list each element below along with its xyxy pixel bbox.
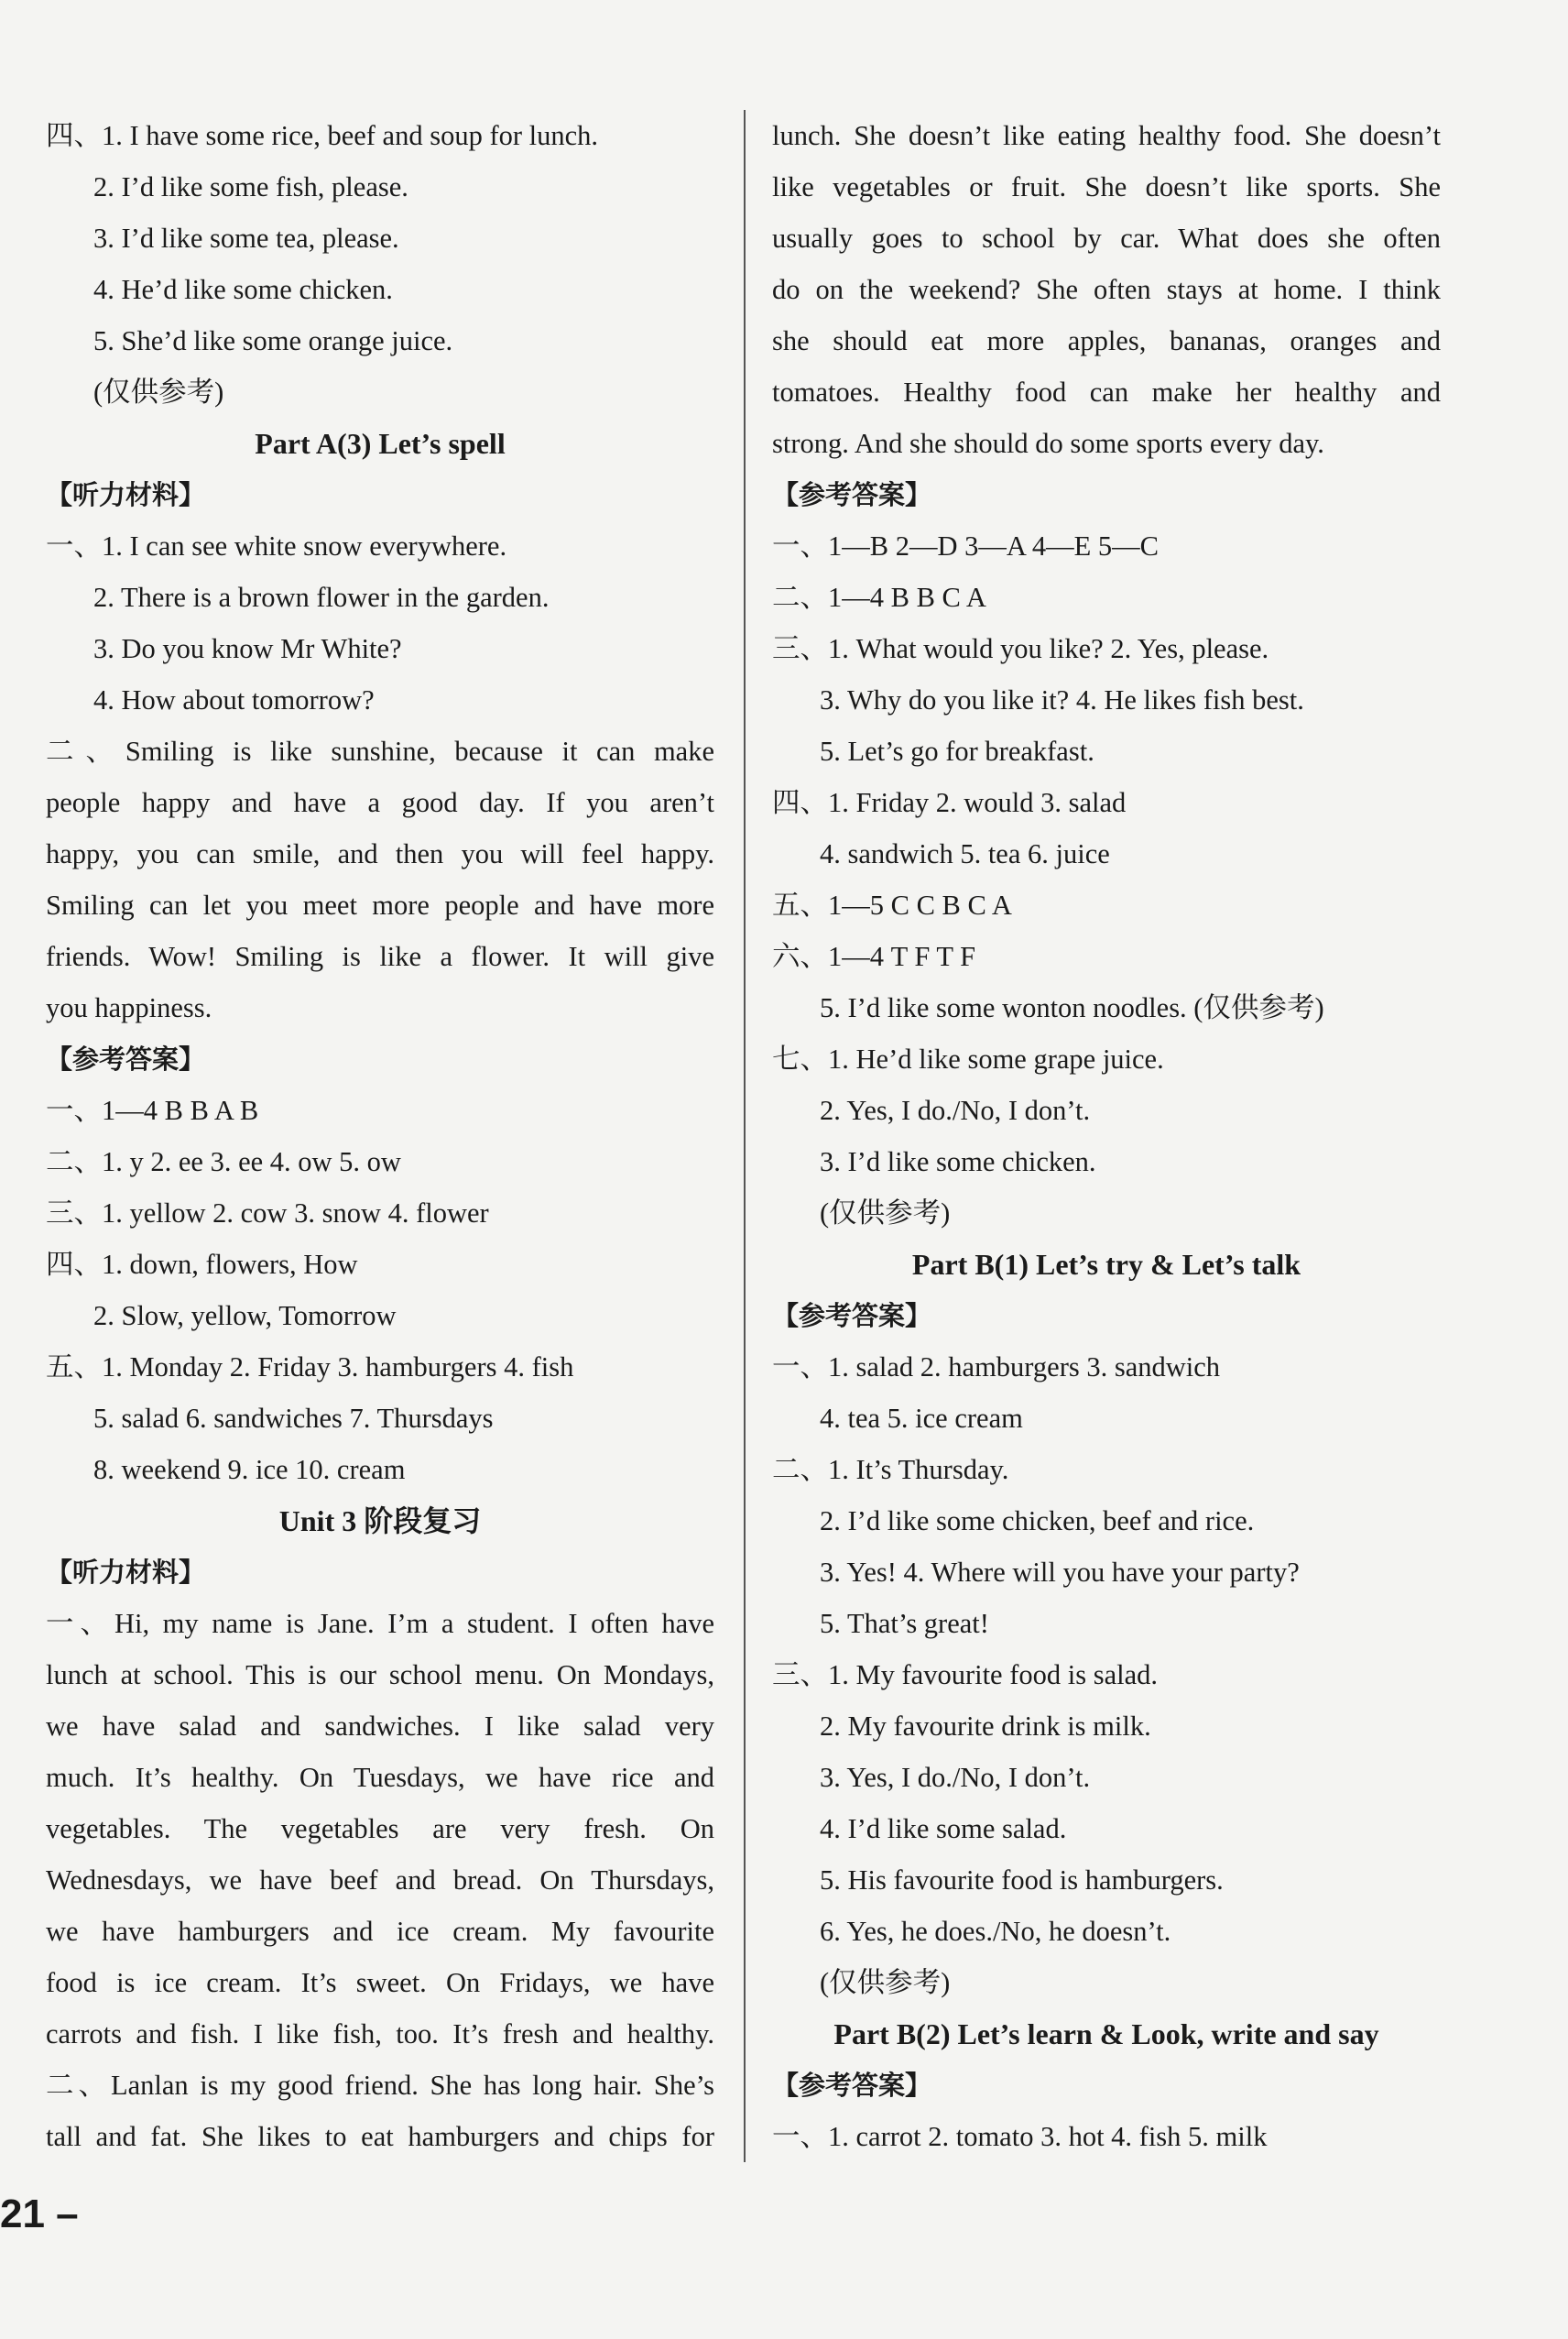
text-line: 一、Hi, my name is Jane. I’m a student. I often have xyxy=(46,1608,714,1639)
section-heading: Part B(1) Let’s try & Let’s talk xyxy=(911,1248,1301,1281)
text-line: do on the weekend? She often stays at home. I think xyxy=(772,274,1441,305)
text-line: 5. That’s great! xyxy=(820,1608,989,1639)
text-line: 2. Slow, yellow, Tomorrow xyxy=(93,1300,397,1331)
text-line: vegetables. The vegetables are very fresh. On xyxy=(46,1813,714,1844)
text-line: strong. And she should do some sports every day. xyxy=(772,428,1324,459)
text-line: 5. salad 6. sandwiches 7. Thursdays xyxy=(93,1403,494,1434)
text-line: tall and fat. She likes to eat hamburgers and chips for xyxy=(46,2121,714,2152)
text-line: 二、Smiling is like sunshine, because it can make xyxy=(46,736,714,767)
text-line: happy, you can smile, and then you will feel happy. xyxy=(46,838,714,869)
text-line: (仅供参考) xyxy=(820,1197,951,1229)
text-line: people happy and have a good day. If you aren’t xyxy=(46,787,714,818)
text-line: 2. There is a brown flower in the garden. xyxy=(93,582,550,613)
text-line: 8. weekend 9. ice 10. cream xyxy=(93,1454,406,1485)
text-line: Wednesdays, we have beef and bread. On Thursdays, xyxy=(46,1864,714,1896)
text-line: 5. I’d like some wonton noodles. (仅供参考) xyxy=(820,992,1324,1023)
text-line: 七、1. He’d like some grape juice. xyxy=(772,1044,1164,1075)
text-line: 4. tea 5. ice cream xyxy=(820,1403,1023,1434)
text-line: 3. I’d like some chicken. xyxy=(820,1146,1096,1177)
text-line: you happiness. xyxy=(46,992,212,1023)
text-line: 3. Why do you like it? 4. He likes fish best. xyxy=(820,684,1304,716)
text-line: 3. Yes, I do./No, I don’t. xyxy=(820,1762,1091,1793)
text-line: 四、1. I have some rice, beef and soup for lunch. xyxy=(46,120,599,151)
text-line: much. It’s healthy. On Tuesdays, we have rice and xyxy=(46,1762,714,1793)
text-line: like vegetables or fruit. She doesn’t like sports. She xyxy=(772,171,1441,202)
text-line: 4. sandwich 5. tea 6. juice xyxy=(820,838,1110,869)
text-line: (仅供参考) xyxy=(820,1967,951,1998)
text-line: 一、1. salad 2. hamburgers 3. sandwich xyxy=(772,1351,1221,1383)
text-line: 三、1. What would you like? 2. Yes, please. xyxy=(772,633,1269,664)
section-label: 【参考答案】 xyxy=(772,479,932,510)
text-line: 3. Do you know Mr White? xyxy=(93,633,402,664)
text-line: 四、1. down, flowers, How xyxy=(46,1249,358,1280)
text-line: carrots and fish. I like fish, too. It’s fresh and healthy. xyxy=(46,2018,714,2049)
text-line: 4. I’d like some salad. xyxy=(820,1813,1067,1844)
text-line: lunch at school. This is our school menu. On Mondays, xyxy=(46,1659,714,1690)
text-line: 四、1. Friday 2. would 3. salad xyxy=(772,787,1127,818)
text-line: 一、1. I can see white snow everywhere. xyxy=(46,530,507,562)
section-heading: Unit 3 阶段复习 xyxy=(278,1504,482,1537)
text-line: 一、1—4 B B A B xyxy=(46,1095,259,1126)
text-line: she should eat more apples, bananas, oranges and xyxy=(772,325,1441,356)
page-number: 21 – xyxy=(0,2191,79,2236)
text-line: 4. He’d like some chicken. xyxy=(93,274,393,305)
section-label: 【参考答案】 xyxy=(772,1300,932,1331)
text-line: 6. Yes, he does./No, he doesn’t. xyxy=(820,1916,1171,1947)
text-line: (仅供参考) xyxy=(93,377,224,408)
text-line: friends. Wow! Smiling is like a flower. It will give xyxy=(46,941,714,972)
text-line: 五、1. Monday 2. Friday 3. hamburgers 4. fish xyxy=(46,1351,574,1383)
text-line: 二、1. y 2. ee 3. ee 4. ow 5. ow xyxy=(46,1146,401,1177)
text-line: 2. Yes, I do./No, I don’t. xyxy=(820,1095,1091,1126)
text-line: 5. She’d like some orange juice. xyxy=(93,325,453,356)
text-line: 一、1—B 2—D 3—A 4—E 5—C xyxy=(772,530,1159,562)
section-heading: Part B(2) Let’s learn & Look, write and say xyxy=(833,2017,1379,2050)
text-line: 一、1. carrot 2. tomato 3. hot 4. fish 5. milk xyxy=(772,2121,1268,2152)
text-line: lunch. She doesn’t like eating healthy food. She doesn’t xyxy=(772,120,1441,151)
text-line: 3. Yes! 4. Where will you have your party? xyxy=(820,1557,1300,1588)
text-line: 三、1. yellow 2. cow 3. snow 4. flower xyxy=(46,1197,489,1229)
text-line: we have hamburgers and ice cream. My favourite xyxy=(46,1916,714,1947)
text-line: 六、1—4 T F T F xyxy=(772,941,976,972)
section-label: 【听力材料】 xyxy=(46,479,206,510)
text-line: we have salad and sandwiches. I like salad very xyxy=(46,1711,714,1742)
text-line: tomatoes. Healthy food can make her healthy and xyxy=(772,377,1441,408)
text-line: 五、1—5 C C B C A xyxy=(772,890,1012,921)
column-divider xyxy=(744,110,746,2162)
text-line: Smiling can let you meet more people and have more xyxy=(46,890,714,921)
section-heading: Part A(3) Let’s spell xyxy=(255,427,506,460)
section-label: 【参考答案】 xyxy=(46,1044,206,1075)
text-line: 三、1. My favourite food is salad. xyxy=(772,1659,1158,1690)
text-line: 二、1—4 B B C A xyxy=(772,582,986,613)
section-label: 【听力材料】 xyxy=(46,1557,206,1588)
text-line: usually goes to school by car. What does she often xyxy=(772,223,1441,254)
text-line: 3. I’d like some tea, please. xyxy=(93,223,399,254)
text-line: 4. How about tomorrow? xyxy=(93,684,375,716)
text-line: 二、1. It’s Thursday. xyxy=(772,1454,1009,1485)
text-line: 5. His favourite food is hamburgers. xyxy=(820,1864,1224,1896)
right-column xyxy=(772,110,1441,2162)
text-line: food is ice cream. It’s sweet. On Fridays, we have xyxy=(46,1967,714,1998)
text-line: 2. My favourite drink is milk. xyxy=(820,1711,1151,1742)
text-line: 2. I’d like some chicken, beef and rice. xyxy=(820,1505,1255,1536)
section-label: 【参考答案】 xyxy=(772,2070,932,2101)
text-line: 二、Lanlan is my good friend. She has long hair. She’s xyxy=(46,2070,714,2101)
text-line: 5. Let’s go for breakfast. xyxy=(820,736,1094,767)
text-line: 2. I’d like some fish, please. xyxy=(93,171,408,202)
left-column xyxy=(46,110,714,2162)
